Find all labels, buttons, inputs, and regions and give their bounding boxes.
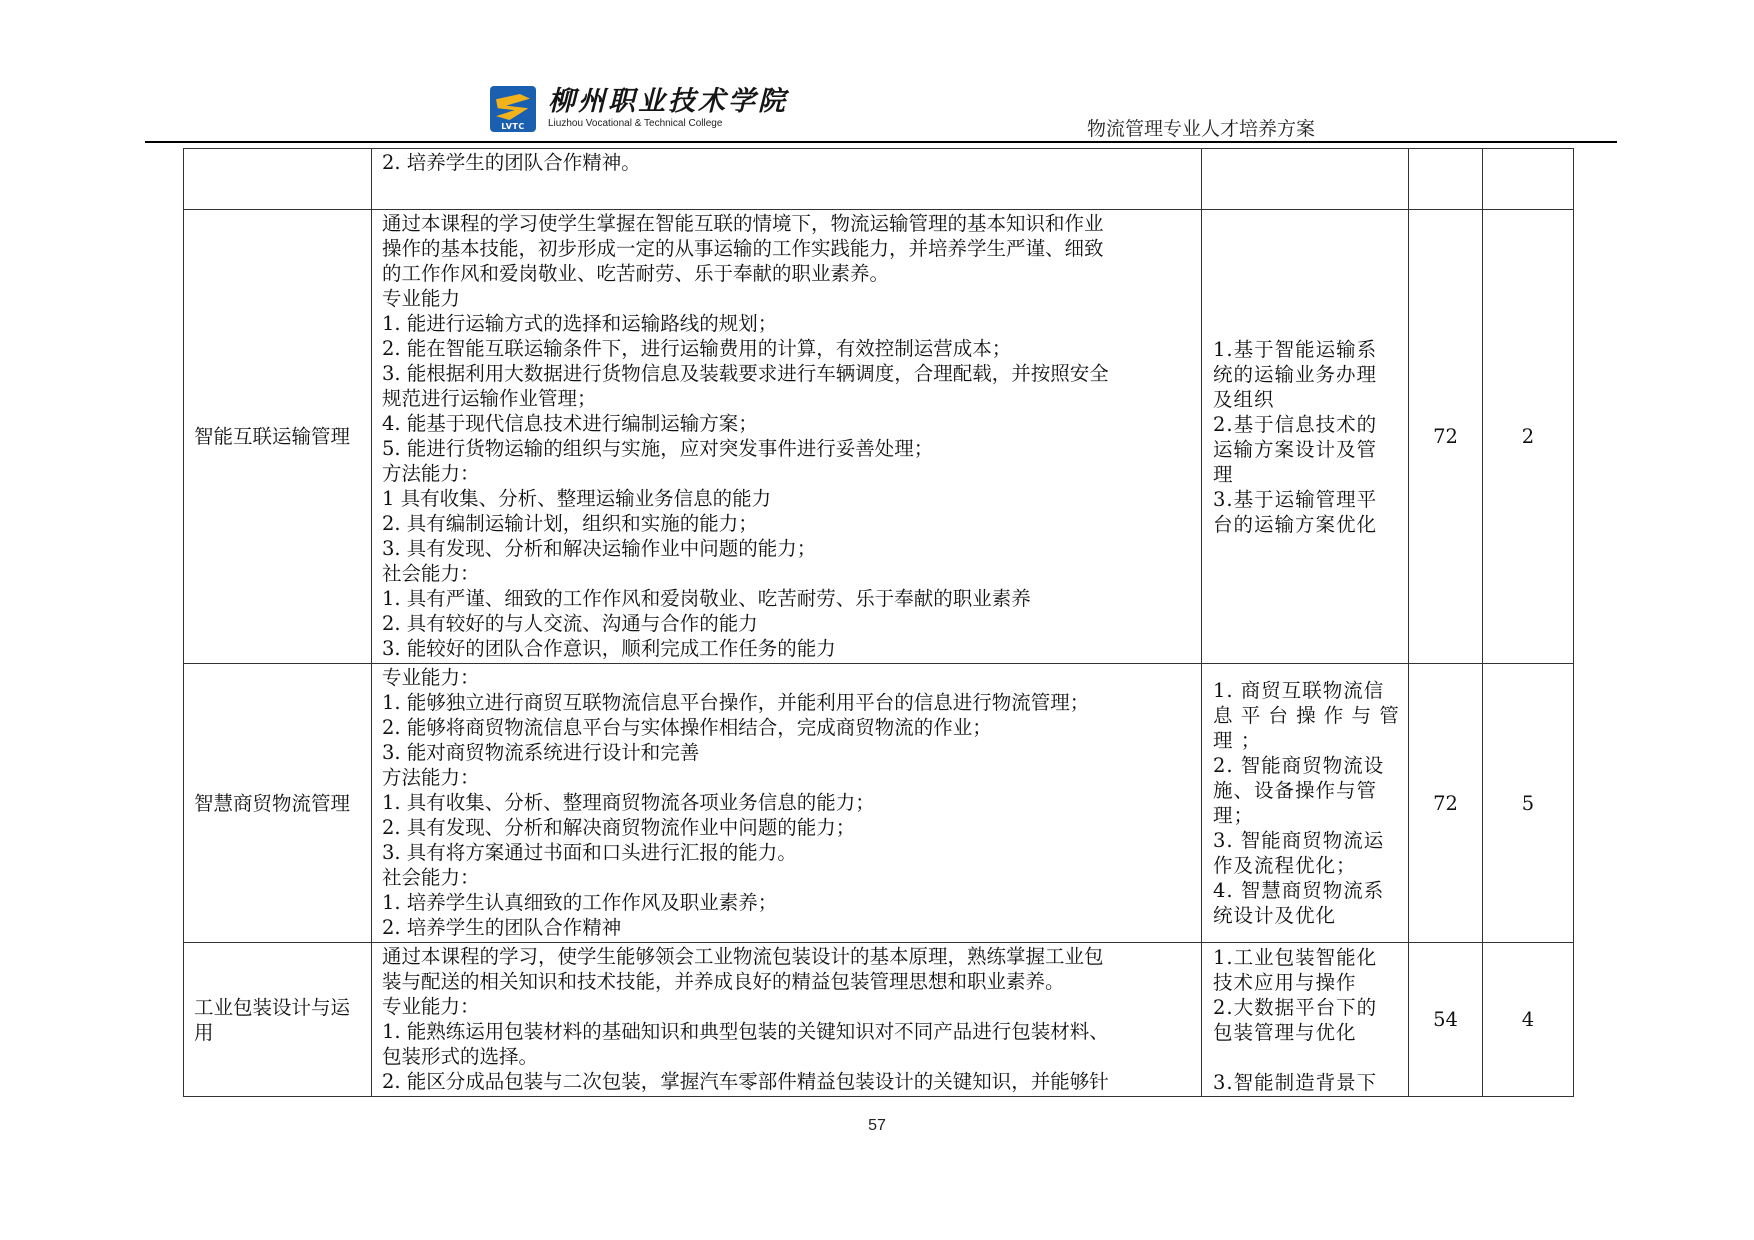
college-emblem-icon — [490, 86, 536, 132]
task-line: 统设计及优化 — [1213, 904, 1337, 927]
task-line: 理； — [1213, 804, 1255, 827]
task-line — [1213, 1045, 1400, 1070]
task-line: 及组织 — [1213, 387, 1275, 411]
objective-line: 通过本课程的学习使学生掌握在智能互联的情境下，物流运输管理的基本知识和作业 — [382, 212, 1104, 235]
document-title: 物流管理专业人才培养方案 — [1087, 118, 1316, 140]
objective-line: 2. 能区分成品包装与二次包装，掌握汽车零部件精益包装设计的关键知识，并能够针 — [382, 1070, 1109, 1093]
course-hours: 54 — [1433, 1008, 1458, 1031]
course-hours-cell — [1409, 943, 1483, 1097]
objective-line: 2. 培养学生的团队合作精神 — [382, 916, 622, 939]
task-line: 息 平 台 操 作 与 管 — [1213, 704, 1400, 727]
objective-line: 的工作作风和爱岗敬业、吃苦耐劳、乐于奉献的职业素养。 — [382, 262, 890, 285]
task-line: 4. 智慧商贸物流系 — [1213, 879, 1385, 902]
course-semester-cell — [1483, 149, 1574, 210]
objective-line: 3. 能较好的团队合作意识，顺利完成工作任务的能力 — [382, 637, 836, 660]
objective-line: 社会能力： — [382, 866, 480, 889]
page-number: 57 — [868, 1117, 886, 1134]
course-tasks-cell — [1202, 943, 1409, 1097]
task-line: 1.工业包装智能化 — [1213, 945, 1378, 969]
page-header — [0, 0, 1754, 145]
objective-line: 3. 具有将方案通过书面和口头进行汇报的能力。 — [382, 841, 797, 864]
objective-line: 2. 具有发现、分析和解决商贸物流作业中问题的能力； — [382, 816, 856, 839]
course-semester: 2 — [1521, 425, 1535, 448]
objective-line: 1. 具有严谨、细致的工作作风和爱岗敬业、吃苦耐劳、乐于奉献的职业素养 — [382, 587, 1031, 610]
objective-line: 1. 能进行运输方式的选择和运输路线的规划； — [382, 312, 778, 335]
course-hours: 72 — [1433, 791, 1458, 815]
task-line: 技术应用与操作 — [1213, 970, 1357, 994]
objective-line: 2. 具有编制运输计划，组织和实施的能力； — [382, 512, 758, 535]
task-line: 理 — [1213, 462, 1234, 486]
course-semester: 4 — [1521, 1008, 1535, 1031]
course-tasks-cell — [1202, 149, 1409, 210]
task-line: 1. 商贸互联物流信 — [1213, 679, 1385, 702]
task-line: 台的运输方案优化 — [1213, 512, 1378, 536]
course-name-cell — [184, 149, 372, 210]
logo-abbreviation: LVTC — [501, 122, 525, 131]
objective-line: 包装形式的选择。 — [382, 1045, 539, 1068]
course-hours: 72 — [1433, 425, 1458, 448]
objective-line: 2. 能在智能互联运输条件下，进行运输费用的计算，有效控制运营成本； — [382, 337, 1012, 360]
objective-line: 1. 能够独立进行商贸互联物流信息平台操作，并能利用平台的信息进行物流管理； — [382, 691, 1090, 714]
task-line: 2. 智能商贸物流设 — [1213, 754, 1385, 777]
objective-line: 规范进行运输作业管理； — [382, 387, 597, 410]
course-name: 工业包装设计与运用 — [194, 995, 351, 1044]
task-line: 3.基于运输管理平 — [1213, 487, 1378, 511]
course-hours-cell — [1409, 664, 1483, 943]
course-hours-cell — [1409, 210, 1483, 664]
course-objectives-cell — [372, 210, 1202, 664]
course-tasks-cell — [1202, 664, 1409, 943]
course-objectives-cell — [372, 149, 1202, 210]
course-semester: 5 — [1521, 791, 1535, 815]
objective-line: 操作的基本技能，初步形成一定的从事运输的工作实践能力，并培养学生严谨、细致 — [382, 237, 1104, 260]
task-line: 施、设备操作与管 — [1213, 779, 1378, 802]
course-semester-cell — [1483, 664, 1574, 943]
task-line: 理 ； — [1213, 729, 1262, 752]
course-semester-cell — [1483, 210, 1574, 664]
table-row — [184, 149, 1574, 210]
course-name-cell — [184, 210, 372, 664]
objective-line: 方法能力： — [382, 462, 480, 485]
task-line: 1.基于智能运输系 — [1213, 337, 1378, 361]
objective-line: 1 具有收集、分析、整理运输业务信息的能力 — [382, 487, 772, 510]
objective-line: 3. 具有发现、分析和解决运输作业中问题的能力； — [382, 537, 817, 560]
objective-line: 3. 能根据利用大数据进行货物信息及装载要求进行车辆调度，合理配载，并按照安全 — [382, 362, 1109, 385]
college-name-cn: 柳州职业技术学院 — [548, 86, 788, 117]
objective-line: 方法能力： — [382, 766, 480, 789]
task-line: 包装管理与优化 — [1213, 1020, 1357, 1044]
objective-line: 1. 具有收集、分析、整理商贸物流各项业务信息的能力； — [382, 791, 875, 814]
college-logo — [490, 86, 788, 132]
header-divider — [145, 141, 1617, 143]
course-name: 智慧商贸物流管理 — [194, 791, 351, 815]
objective-line: 专业能力： — [382, 666, 480, 689]
objective-line: 2. 具有较好的与人交流、沟通与合作的能力 — [382, 612, 758, 635]
course-semester-cell — [1483, 943, 1574, 1097]
course-hours-cell — [1409, 149, 1483, 210]
table-row — [184, 943, 1574, 1097]
task-line: 作及流程优化； — [1213, 854, 1357, 877]
objective-line: 社会能力： — [382, 562, 480, 585]
course-name-cell — [184, 664, 372, 943]
objective-line: 1. 培养学生认真细致的工作作风及职业素养； — [382, 891, 778, 914]
course-name: 智能互联运输管理 — [194, 425, 351, 448]
course-table — [183, 148, 1574, 1097]
objective-line: 专业能力 — [382, 287, 461, 310]
objective-line: 5. 能进行货物运输的组织与实施，应对突发事件进行妥善处理； — [382, 437, 934, 460]
objective-line: 3. 能对商贸物流系统进行设计和完善 — [382, 741, 700, 764]
table-row — [184, 664, 1574, 943]
course-tasks-cell — [1202, 210, 1409, 664]
objective-line: 专业能力： — [382, 995, 480, 1018]
course-name-cell — [184, 943, 372, 1097]
course-objectives-cell — [372, 664, 1202, 943]
objective-line: 2. 培养学生的团队合作精神。 — [382, 151, 641, 174]
objective-line: 1. 能熟练运用包装材料的基础知识和典型包装的关键知识对不同产品进行包装材料、 — [382, 1020, 1109, 1043]
task-line: 3.智能制造背景下 — [1213, 1070, 1378, 1094]
objective-line: 装与配送的相关知识和技术技能，并养成良好的精益包装管理思想和职业素养。 — [382, 970, 1065, 993]
task-line: 2.基于信息技术的 — [1213, 412, 1378, 436]
college-name-en: Liuzhou Vocational & Technical College — [548, 118, 723, 129]
task-line: 3. 智能商贸物流运 — [1213, 829, 1385, 852]
table-row — [184, 210, 1574, 664]
objective-line: 2. 能够将商贸物流信息平台与实体操作相结合，完成商贸物流的作业； — [382, 716, 992, 739]
course-objectives-cell — [372, 943, 1202, 1097]
task-line: 运输方案设计及管 — [1213, 437, 1378, 461]
task-line: 统的运输业务办理 — [1213, 362, 1378, 386]
objective-line: 通过本课程的学习，使学生能够领会工业物流包装设计的基本原理，熟练掌握工业包 — [382, 945, 1104, 968]
objective-line: 4. 能基于现代信息技术进行编制运输方案； — [382, 412, 758, 435]
task-line: 2.大数据平台下的 — [1213, 995, 1378, 1019]
